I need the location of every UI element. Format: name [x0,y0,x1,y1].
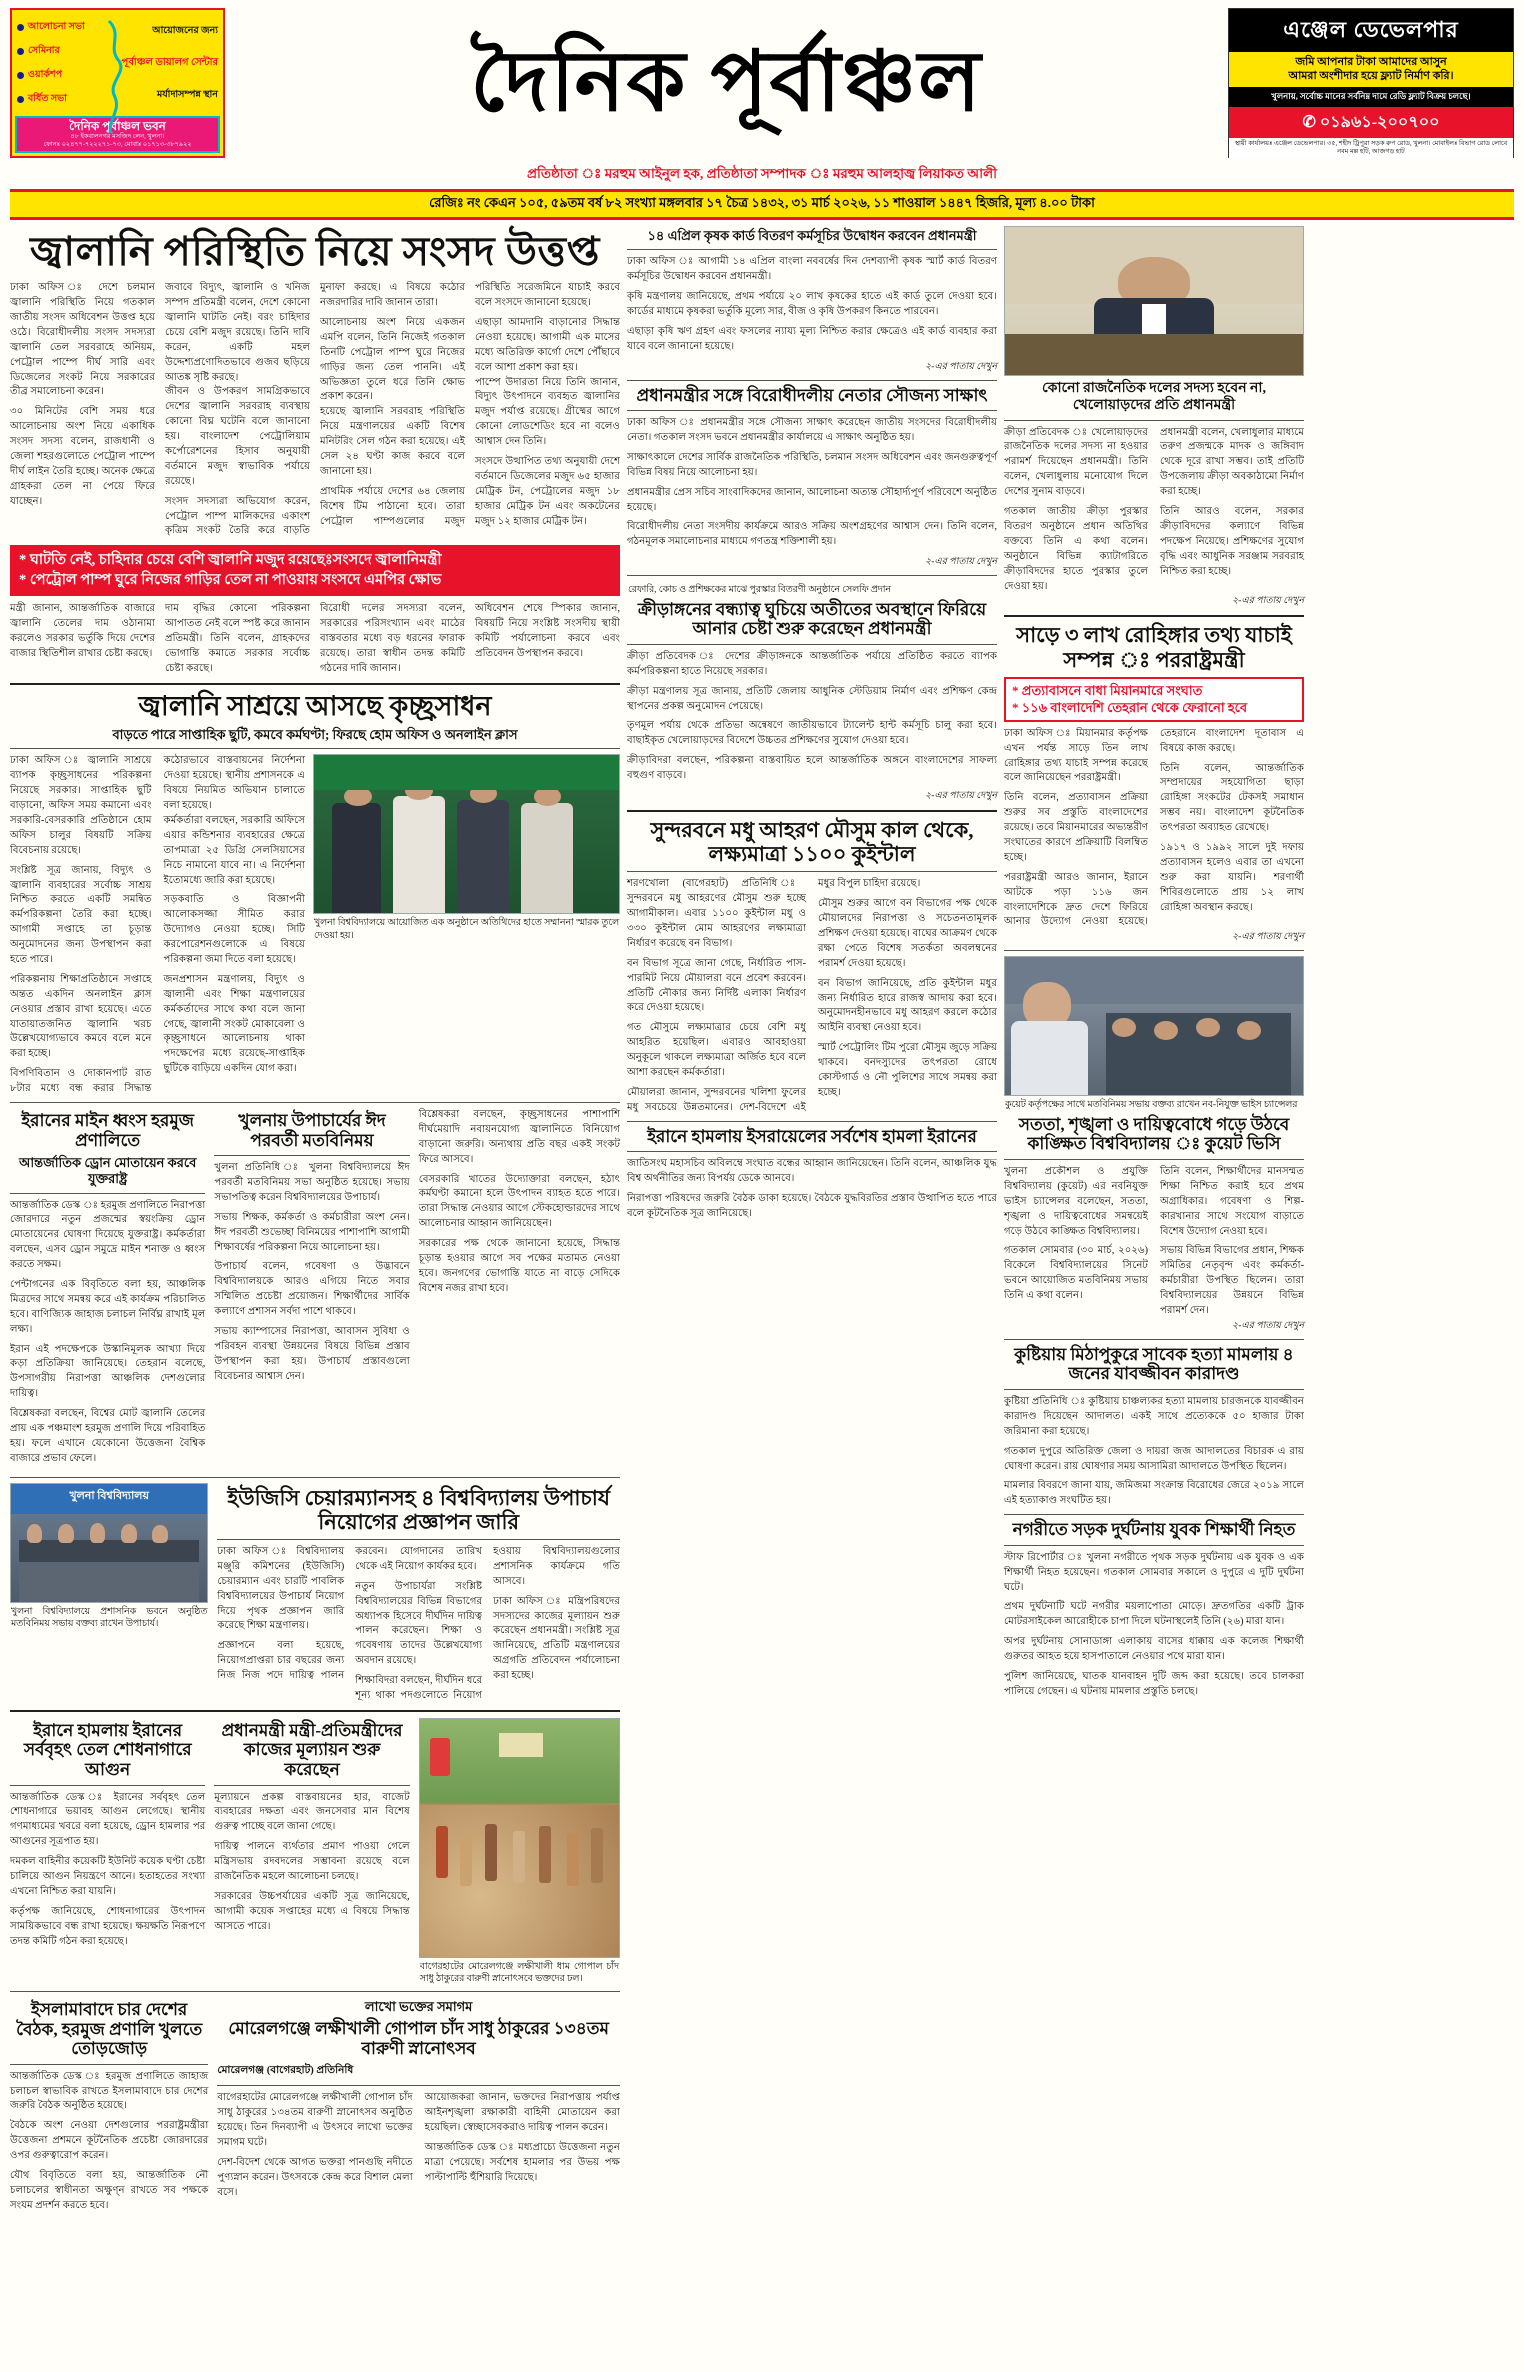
ad-angel-title: এঞ্জেল ডেভেলপার [1229,9,1513,52]
paragraph: নিরাপত্তা পরিষদের জরুরি বৈঠক ডাকা হয়েছে। বৈঠকে যুদ্ধবিরতির প্রস্তাব উত্থাপিত হতে পারে বলে কূটনৈতিক সূত্র জানিয়েছে। [627,1193,997,1219]
photo-person [567,1833,579,1885]
ad-bullet-label: ওয়ার্কশপ [28,69,63,80]
paragraph: গতকাল দুপুরে অতিরিক্ত জেলা ও দায়রা জজ আদালতের বিচারক এ রায় ঘোষণা করেন। রায় ঘোষণার সময় আসামিরা আদালতে উপস্থিত ছিলেন। [1004,1445,1304,1472]
divider [10,1991,620,1992]
pm-eval-headline: প্রধানমন্ত্রী মন্ত্রী-প্রতিমন্ত্রীদের কাজের মূল্যায়ন শুরু করেছেন [221,1720,403,1779]
bullet-dot-icon [17,96,24,103]
pm-eval-body [214,1791,409,1935]
handshake-photo [313,754,620,914]
paragraph: অপর দুর্ঘটনায় সোনাডাঙ্গা এলাকায় বাসের ধাক্কায় এক কলেজ শিক্ষার্থী গুরুতর আহত হয়ে হাসপাতালে নেওয়ার পথে মারা যান। [1004,1636,1304,1663]
energy-extra-block [419,1108,620,1472]
paragraph: মামলার বিবরণে জানা যায়, জমিজমা সংক্রান্ত বিরোধের জেরে ২০১৯ সালে এই হত্যাকাণ্ড সংঘটিত হয়। [1004,1480,1304,1507]
paragraph: যৌথ বিবৃতিতে বলা হয়, আন্তর্জাতিক নৌ চলাচলের স্বাধীনতা অক্ষুণ্ন রাখতে সব পক্ষকে সংযম প্রদর্শন করতে হবে। [10,2169,209,2211]
photo-figure [152,1525,168,1543]
moulovi-kicker: লাখো ভক্তের সমাগম [364,1999,473,2014]
paragraph: তৃণমূল পর্যায় থেকে প্রতিভা অন্বেষণে জাতীয়ভাবে ট্যালেন্ট হান্ট কর্মসূচি চালু করা হবে। বাছাইকৃত খেলোয়াড়দের বিদেশে উচ্চতর প্রশিক্ষণের সুযোগ দেওয়া হবে। [627,720,997,747]
ad-angel-phone-row[interactable] [1229,107,1513,138]
redbox-line-1: * ঘাটতি নেই, চাহিদার চেয়ে বেশি জ্বালানি মজুদ রয়েছেঃসংসদে জ্বালানিমন্ত্রী [19,552,442,569]
ad-angel-developer[interactable] [1228,8,1514,158]
paragraph: জীবন ও উপকরণ সামগ্রিকভাবে দেশের জ্বালানি সরবরাহ ব্যবস্থায় কোনো বিঘ্ন ঘটেনি বলে জানানো হয়। বাংলাদেশ পেট্রোলিয়াম কর্পোরেশনের হিসাব অনুযায়ী বর্তমানে মজুদ স্বাভাবিক পর্যায়ে রয়েছে। [165,386,310,487]
pm-meeting-body [627,416,997,550]
energy-saving-subhead: বাড়তে পারে সাপ্তাহিক ছুটি, কমবে কর্মঘণ্টা; ফিরছে হোম অফিস ও অনলাইন ক্লাস [112,727,518,743]
paragraph: শিক্ষাবিদরা বলছেন, দীর্ঘদিন ধরে শূন্য থাকা পদগুলোতে নিয়োগ হওয়ায় বিশ্ববিদ্যালয়গুলোর প্রশাসনিক কার্যক্রমে গতি আসবে। [355,1546,620,1702]
paragraph: জবাবে বিদ্যুৎ, জ্বালানি ও খনিজ সম্পদ প্রতিমন্ত্রী বলেন, দেশে কোনো জ্বালানি ঘাটতি নেই। বরং চাহিদার চেয়ে বেশি মজুদ রয়েছে। তিনি দাবি করেন, একটি মহল উদ্দেশ্যপ্রণোদিতভাবে গুজব ছড়িয়ে আতঙ্ক সৃষ্টি করছে। [165,282,310,383]
founder-line: প্রতিষ্ঠাতা ঃ মরহুম আইনুল হক, প্রতিষ্ঠাতা সম্পাদক ঃ মরহুম আলহাজ্ব লিয়াকত আলী [526,166,998,181]
paragraph: বেসরকারি খাতের উদ্যোক্তারা বলছেন, হঠাৎ কর্মঘণ্টা কমানো হলে উৎপাদন ব্যাহত হতে পারে। তারা সিদ্ধান্ত নেওয়ার আগে স্টেকহোল্ডারদের সাথে আলোচনার আহ্বান জানিয়েছেন। [418,1173,620,1230]
continuation-note: ২-এর পাতায় দেখুন [925,557,997,568]
lead-body-col-4 [475,376,620,530]
lead-body-columns-continued [10,602,620,676]
paragraph: আয়োজকরা জানান, ভক্তদের নিরাপত্তায় পর্যাপ্ত আইনশৃঙ্খলা রক্ষাকারী বাহিনী মোতায়েন করা হয়েছিল। স্বেচ্ছাসেবকরাও দায়িত্ব পালন করেন। [424,2092,620,2134]
paragraph: খুলনা প্রতিনিধি ঃ খুলনা বিশ্ববিদ্যালয়ে ঈদ পরবর্তী মতবিনিময় সভা অনুষ্ঠিত হয়েছে। সভায় সভাপতিত্ব করেন বিশ্ববিদ্যালয়ের উপাচার্য। [214,1162,410,1203]
paragraph: ইরান এই পদক্ষেপকে উস্কানিমূলক আখ্যা দিয়ে কড়া প্রতিক্রিয়া জানিয়েছে। তেহরান বলেছে, উপসাগরীয় নিরাপত্তা আঞ্চলিক দেশগুলোর দায়িত্ব। [10,1343,206,1400]
eid-article-block [214,1108,409,1472]
paragraph: প্রধানমন্ত্রী বলেন, খেলাধুলার মাধ্যমে তরুণ প্রজন্মকে মাদক ও জঙ্গিবাদ থেকে দূরে রাখা সম্ভব। তাই প্রতিটি উপজেলায় ক্রীড়া অবকাঠামো নির্মাণ করা হচ্ছে। [1160,426,1304,498]
paragraph: দাম বৃদ্ধির কোনো পরিকল্পনা আপাতত নেই বলে স্পষ্ট করে জানান প্রতিমন্ত্রী। তিনি বলেন, গ্রাহকদের ভোগান্তি কমাতে সরকার সর্বোচ্চ চেষ্টা করছে। [165,603,310,675]
pm-meeting-headline: প্রধানমন্ত্রীর সঙ্গে বিরোধীদলীয় নেতার সৌজন্য সাক্ষাৎ [636,385,988,405]
sundarban-columns [627,877,997,1115]
iran-election-body [627,1157,997,1222]
paragraph: শরণখোলা (বাগেরহাট) প্রতিনিধি ঃ সুন্দরবনে মধু আহরণের মৌসুম শুরু হচ্ছে আগামীকাল। এবার ১১০০ কুইন্টাল মধু ও ৩৩০ কুইন্টাল মোম আহরণের লক্ষ্যমাত্রা নির্ধারণ করেছে বন বিভাগ। [627,878,806,949]
energy-saving-columns [10,754,305,1097]
kuet-photo-caption: কুয়েট কর্তৃপক্ষের সাথে মতবিনিময় সভায় বক্তব্য রাখেন নব-নিযুক্ত ভাইস চ্যান্সেলর [1005,1100,1298,1111]
divider [10,1102,620,1103]
paragraph: স্টাফ রিপোর্টার ঃ খুলনা নগরীতে পৃথক সড়ক দুর্ঘটনায় এক যুবক ও এক শিক্ষার্থী নিহত হয়েছেন। গতকাল সোমবার সকালে ও দুপুরে এ দুটি দুর্ঘটনা ঘটে। [1004,1551,1304,1593]
mid-left-row [10,1108,620,1472]
ad-line-1: আয়োজনের জন্য [152,26,218,37]
continuation-note: ২-এর পাতায় দেখুন [1232,596,1304,607]
moulovi-block [217,1997,620,2219]
road-accident-body [1004,1551,1304,1700]
paragraph: ক্রীড়া প্রতিবেদক ঃ খেলোয়াড়দের রাজনৈতিক দলের সদস্য না হওয়ার পরামর্শ দিয়েছেন প্রধানমন্ত্রী। তিনি বলেন, খেলাধুলায় মনোযোগ দিলে দেশের সুনাম বাড়বে। [1004,426,1148,498]
paragraph: ঢাকা অফিস ঃ আগামী ১৪ এপ্রিল বাংলা নববর্ষের দিন দেশব্যাপী কৃষক স্মার্ট কার্ড বিতরণ কর্মসূচির উদ্বোধন করবেন প্রধানমন্ত্রী। [627,256,997,283]
paragraph: মন্ত্রী জানান, আন্তর্জাতিক বাজারে জ্বালানি তেলের দাম ওঠানামা করলেও সরকার ভর্তুকি দিয়ে দেশের বাজার স্থিতিশীল রাখার চেষ্টা করছে। [10,603,155,660]
rohingya-headline: সাড়ে ৩ লাখ রোহিঙ্গার তথ্য যাচাই সম্পন্ন ঃ পররাষ্ট্রমন্ত্রী [1016,623,1292,672]
ad-line-3: মর্যাদাসম্পন্ন স্থান [156,90,218,101]
festival-photo-caption: বাগেরহাটের মোরেলগঞ্জে লক্ষীখালী ধাম গোপাল চাঁদ সাধু ঠাকুরের বারুণী স্নানোৎসবে ভক্তদের ঢল। [419,1961,619,1985]
paragraph: সভায় ক্যাম্পাসের নিরাপত্তা, আবাসন সুবিধা ও পরিবহন ব্যবস্থা উন্নয়নের বিষয়ে বিভিন্ন প্রস্তাব উপস্থাপন করা হয়। উপাচার্য প্রস্তাবগুলো বিবেচনার আশ্বাস দেন। [214,1325,410,1382]
ku-banner-text: খুলনা বিশ্ববিদ্যালয় [11,1484,207,1515]
paragraph: তিনি বলেন, শিক্ষার্থীদের মানসম্মত শিক্ষা নিশ্চিত করাই হবে প্রথম অগ্রাধিকার। গবেষণা ও শিল্প-কারখানার সাথে সংযোগ বাড়াতে বিশেষ উদ্যোগ নেওয়া হবে। [1160,1165,1304,1237]
paragraph: তিনি বলেন, প্রত্যাবাসন প্রক্রিয়া শুরুর সব প্রস্তুতি বাংলাদেশের রয়েছে। তবে মিয়ানমারের অভ্যন্তরীণ সংঘাতের কারণে প্রক্রিয়াটি বিলম্বিত হচ্ছে। [1004,792,1148,863]
ad-bullet-label: সেমিনার [28,46,60,57]
ku-photo-block [10,1483,208,1704]
rohingya-bullet-1: * প্রত্যাবাসনে বাধা মিয়ানমারে সংঘাত [1012,682,1203,698]
eid-headline: খুলনায় উপাচার্যের ঈদ পরবর্তী মতবিনিময় [238,1110,386,1150]
paper-title: দৈনিক পূর্বাঞ্চল [470,35,983,129]
divider [10,748,620,749]
divider [214,1155,409,1156]
paragraph: পেন্টাগনের এক বিবৃতিতে বলা হয়, আঞ্চলিক মিত্রদের সাথে সমন্বয় করে এই কার্যক্রম পরিচালিত হবে। বাণিজ্যিক জাহাজ চলাচল নির্বিঘ্ন রাখাই মূল লক্ষ্য। [10,1279,206,1335]
paragraph: জাতিসংঘ মহাসচিব অবিলম্বে সংঘাত বন্ধের আহ্বান জানিয়েছেন। তিনি বলেন, আঞ্চলিক যুদ্ধ বিশ্ব অর্থনীতির জন্য বিপর্যয় ডেকে আনবে। [627,1158,997,1185]
road-accident-headline: নগরীতে সড়ক দুর্ঘটনায় যুবক শিক্ষার্থী নিহত [1012,1520,1296,1540]
divider [217,2085,620,2086]
photo-figure [393,796,445,913]
sports-pm-body [627,650,997,784]
ku-meeting-photo [10,1483,208,1603]
ad-angel-line-1: জমি আপনার টাকা আমাদের আসুন [1295,56,1447,68]
photo-person [460,1833,472,1885]
ad-angel-phone: ০১৯৬১-২০০৭০০ [1319,113,1440,131]
paragraph: বন বিভাগ জানিয়েছে, প্রতি কুইন্টাল মধুর জন্য নির্ধারিত হারে রাজস্ব আদায় করা হবে। অনুমোদনহীনভাবে মধু আহরণ করলে কঠোর আইনি ব্যবস্থা নেওয়া হবে। [818,977,997,1034]
paragraph: স্মার্ট পেট্রোলিং টিম পুরো মৌসুম জুড়ে সক্রিয় থাকবে। বনদস্যুদের তৎপরতা রোধে কোস্টগার্ড ও নৌ পুলিশের সাথে সমন্বয় করা হচ্ছে। [818,1042,997,1098]
moulovi-columns [217,2091,620,2200]
divider [10,1477,620,1478]
photo-head [1154,1021,1178,1040]
energy-saving-row [10,754,620,1097]
photo-person [436,1826,448,1878]
paragraph: কুষ্টিয়া প্রতিনিধি ঃ কুষ্টিয়ায় চাঞ্চল্যকর হত্যা মামলায় চারজনকে যাবজ্জীবন কারাদণ্ড দিয়েছেন আদালত। একই সাথে প্রত্যেককে ৫০ হাজার টাকা জরিমানা করা হয়েছে। [1004,1395,1304,1437]
kuet-meeting-photo [1004,956,1304,1096]
moulovi-byline: মোরেলগঞ্জ (বাগেরহাট) প্রতিনিধি [217,2065,354,2077]
paragraph: প্রাথমিক পর্যায়ে দেশের ৬৪ জেলায় বিশেষ টিম পাঠানো হবে। তারা পেট্রোল পাম্পগুলোর মজুদ পরিস্থিতি সরেজমিনে যাচাই করবে বলে সংসদে জানানো হয়েছে। [320,282,620,527]
continuation-note: ২-এর পাতায় দেখুন [1232,932,1304,943]
paragraph: খুলনা প্রকৌশল ও প্রযুক্তি বিশ্ববিদ্যালয় (কুয়েট) এর নবনিযুক্ত ভাইস চ্যান্সেলর বলেছেন, সততা, শৃঙ্খলা ও দায়িত্ববোধের সমন্বয়েই গড়ে উঠবে কাঙ্ক্ষিত বিশ্ববিদ্যালয়। [1004,1165,1148,1237]
divider [10,683,620,685]
ku-row [10,1483,620,1704]
paragraph: বৈঠকে অংশ নেওয়া দেশগুলোর পররাষ্ট্রমন্ত্রীরা উত্তেজনা প্রশমনে কূটনৈতিক প্রচেষ্টা জোরদারের ওপর গুরুত্বারোপ করেন। [10,2120,209,2162]
energy-col-2 [163,814,304,1077]
photo-figure [27,1524,43,1543]
rohingya-body [1004,727,1304,931]
lead-cont-col-1 [10,602,155,662]
paragraph: সভায় বিভিন্ন বিভাগের প্রধান, শিক্ষক সমিতির নেতৃবৃন্দ এবং কর্মকর্তা-কর্মচারীরা উপস্থিত ছিলেন। তারা বিশ্ববিদ্যালয়ের উন্নয়নে বিভিন্ন পরামর্শ দেন। [1160,1245,1304,1316]
paragraph: ১৯১৭ ও ১৯৯২ সালে দুই দফায় প্রত্যাবাসন হলেও এবার তা এখনো শুরু করা যায়নি। শরণার্থী শিবিরগুলোতে প্রায় ১২ লাখ রোহিঙ্গা অবস্থান করছে। [1160,842,1304,913]
photo-flag [430,1738,450,1776]
paragraph: জনপ্রশাসন মন্ত্রণালয়, বিদ্যুৎ ও জ্বালানী এবং শিক্ষা মন্ত্রণালয়ের কর্মকর্তাদের সাথে কথা বলে জানা গেছে, জ্বালানী সংকট মোকাবেলা ও কৃচ্ছ্রসাধনে আলোচনায় থাকা পদক্ষেপের মধ্যে রয়েছে-সাপ্তাহিক ছুটিকে বাড়িয়ে একদিন যোগ করা। [163,973,305,1075]
ad-dialog-center[interactable] [10,8,225,158]
energy-saving-text-block [10,754,305,1097]
paragraph: হয়েছে জ্বালানি সরবরাহ পরিস্থিতি নিয়ে মন্ত্রণালয়ের একটি বিশেষ মনিটরিং সেল গঠন করা হয়েছে। এই সেল ২৪ ঘণ্টা কাজ করবে বলে জানানো হয়। [320,406,465,477]
photo-person [513,1831,525,1883]
pm-eval-row [10,1718,620,1986]
photo-person [485,1824,497,1881]
iran-oil-headline: ইরানে হামলায় ইরানের সর্ববৃহৎ তেল শোধনাগারে আগুন [23,1720,192,1779]
paragraph: ঢাকা অফিস ঃ দেশে চলমান জ্বালানি পরিস্থিতি নিয়ে গতকাল জাতীয় সংসদ অধিবেশন উত্তপ্ত হয়ে ওঠে। বিরোধীদলীয় সংসদ সদস্যরা জ্বালানি তেল সরবরাহে অনিয়ম, পেট্রোল পাম্পে দীর্ঘ সারি এবং ডিজেলের সংকট নিয়ে সরকারের তীব্র সমালোচনা করেন। [10,282,155,398]
bullet-dot-icon [17,24,24,31]
divider [1004,1339,1304,1340]
paragraph: দমকল বাহিনীর কয়েকটি ইউনিট কয়েক ঘণ্টা চেষ্টা চালিয়ে আগুন নিয়ন্ত্রণে আনে। হতাহতের সংখ্যা এখনো নিশ্চিত করা যায়নি। [10,1856,206,1897]
lead-cont-col-4 [475,602,620,662]
iran-subhead: আন্তর্জাতিক ড্রোন মোতায়েন করবে যুক্তরাষ্ট্র [19,1155,197,1187]
bullet-dot-icon [17,48,24,55]
paragraph: ঢাকা অফিস ঃ প্রধানমন্ত্রীর সঙ্গে সৌজন্য সাক্ষাৎ করেছেন জাতীয় সংসদের বিরোধীদলীয় নেতা। গতকাল সংসদ ভবনে প্রধানমন্ত্রীর কার্যালয়ে এ সাক্ষাৎ অনুষ্ঠিত হয়। [627,417,997,444]
paragraph: আন্তর্জাতিক ডেস্ক ঃ হরমুজ প্রণালিতে জাহাজ চলাচল স্বাভাবিক রাখতে ইসলামাবাদে চার দেশের জরুরি বৈঠক অনুষ্ঠিত হয়েছে। [10,2070,209,2112]
divider [1004,1545,1304,1546]
paragraph: মূল্যায়নে প্রকল্প বাস্তবায়নের হার, বাজেট ব্যবহারের দক্ষতা এবং জনসেবার মান বিশেষ গুরুত্ব পাচ্ছে বলে জানা গেছে। [214,1791,410,1833]
content-area [10,226,1514,2306]
paragraph: কর্তৃপক্ষ জানিয়েছে, শোধনাগারের উৎপাদন সাময়িকভাবে বন্ধ রাখা হয়েছে। ক্ষয়ক্ষতি নিরূপণে তদন্ত কমিটি গঠন করা হয়েছে। [10,1905,206,1947]
photo-banner [499,1733,543,1757]
divider [627,380,997,381]
divider [627,1121,997,1122]
festival-photo [419,1718,620,1958]
paragraph: নতুন উপাচার্যরা সংশ্লিষ্ট বিশ্ববিদ্যালয়ের বিভিন্ন বিভাগের অধ্যাপক হিসেবে দীর্ঘদিন দায়িত্ব পালন করেছেন। শিক্ষা ও গবেষণায় তাদের উল্লেখযোগ্য অবদান রয়েছে। [355,1580,483,1667]
photo-podium [1005,334,1303,375]
pm-sports-caption: কোনো রাজনৈতিক দলের সদস্য হবেন না, খেলোয়াড়দের প্রতি প্রধানমন্ত্রী [1042,381,1266,413]
paragraph: মৌয়ালরা জানান, সুন্দরবনের খলিশা ফুলের মধু সবচেয়ে উন্নতমানের। দেশ-বিদেশে এই মধুর বিপুল চাহিদা রয়েছে। [627,878,921,1113]
column-right [1004,226,1304,2306]
ugc-body [217,1545,620,1704]
redbox-line-2: * পেট্রোল পাম্প ঘুরে নিজের গাড়ির তেল না পাওয়ায় সংসদে এমপির ক্ষোভ [19,571,442,588]
handshake-photo-block [313,754,620,1097]
paragraph: সভায় শিক্ষক, কর্মকর্তা ও কর্মচারীরা অংশ নেন। ঈদ পরবর্তী শুভেচ্ছা বিনিময়ের পাশাপাশি আগামী শিক্ষাবর্ষের পরিকল্পনা নিয়ে আলোচনা হয়। [214,1211,410,1253]
dateline-text: রেজিঃ নং কেএন ১০৫, ৫৯তম বর্ষ ৮২ সংখ্যা মঙ্গলবার ১৭ চৈত্র ১৪৩২, ৩১ মার্চ ২০২৬, ১১ শাওয়াল ১৪৪৭ হিজরি, মূল্য ৪.০০ টাকা [429,195,1095,210]
lead-headline: জ্বালানি পরিস্থিতি নিয়ে সংসদ উত্তপ্ত [30,229,600,274]
paragraph: পরিকল্পনায় শিক্ষাপ্রতিষ্ঠানে সপ্তাহে অন্তত একদিন অনলাইন ক্লাস নেওয়ার প্রস্তাব রাখা হয়েছে। এতে যাতায়াতজনিত জ্বালানি খরচ উল্লেখযোগ্যভাবে কমবে বলে মনে করা হচ্ছে। [10,973,152,1060]
pm-eval-block [214,1718,409,1986]
photo-figure [457,800,509,914]
iran-headline: ইরানের মাইন ধ্বংস হরমুজ প্রণালিতে [21,1110,195,1150]
photo-head [1196,1018,1220,1037]
ad-angel-body [1229,52,1513,87]
photo-figure [332,803,381,914]
divider [214,1785,409,1786]
paragraph: দেশ-বিদেশ থেকে আগত ভক্তরা পানগুছি নদীতে পুণ্যস্নান করেন। উৎসবকে কেন্দ্র করে বিশাল মেলা বসে। [217,2156,413,2198]
paragraph: পুলিশ জানিয়েছে, ঘাতক যানবাহন দুটি জব্দ করা হয়েছে। তবে চালকরা পালিয়ে গেছেন। এ ঘটনায় মামলার প্রস্তুতি চলছে। [1004,1671,1304,1697]
paragraph: পররাষ্ট্রমন্ত্রী আরও জানান, ইরানে আটকে পড়া ১১৬ জন বাংলাদেশিকে দ্রুত দেশে ফিরিয়ে আনার উদ্যোগ নেওয়া হয়েছে। তেহরানে বাংলাদেশ দূতাবাস এ বিষয়ে কাজ করছে। [1004,727,1304,928]
paragraph: গতকাল সোমবার (৩০ মার্চ, ২০২৬) বিকেলে বিশ্ববিদ্যালয়ের সিনেট ভবনে আয়োজিত মতবিনিময় সভায় তিনি এ কথা বলেন। [1004,1245,1148,1302]
iran-election-headline: ইরানে হামলায় ইসরায়েলের সর্বশেষ হামলা ইরানের [647,1126,977,1146]
kuet-headline: সততা, শৃঙ্খলা ও দায়িত্ববোধে গড়ে উঠবে কাঙ্ক্ষিত বিশ্ববিদ্যালয় ঃ কুয়েট ভিসি [1018,1114,1290,1154]
paragraph: আন্তর্জাতিক ডেস্ক ঃ ইরানের সর্ববৃহৎ তেল শোধনাগারে ভয়াবহ আগুন লেগেছে। স্থানীয় গণমাধ্যমের খবরে বলা হয়েছে, ড্রোন হামলার পর আগুনের সূত্রপাত হয়। [10,1791,206,1848]
sundarban-body [627,877,997,1115]
moulovi-headline: মোরেলগঞ্জে লক্ষীখালী গোপাল চাঁদ সাধু ঠাকুরের ১৩৪তম বারুণী স্নানোৎসব [228,2019,609,2058]
paragraph: দায়িত্ব পালনে ব্যর্থতার প্রমাণ পাওয়া গেলে মন্ত্রিসভায় রদবদলের সম্ভাবনা রয়েছে বলে রাজনৈতিক মহলে আলোচনা চলছে। [214,1841,410,1882]
paragraph: আন্তর্জাতিক ডেস্ক ঃ হরমুজ প্রণালিতে নিরাপত্তা জোরদারে নতুন প্রজন্মের স্বয়ংক্রিয় ড্রোন মোতায়েনের ঘোষণা দিয়েছে যুক্তরাষ্ট্র। কর্মকর্তারা বলছেন, এসব ড্রোন সমুদ্রে মাইন শনাক্ত ও ধ্বংস করতে সক্ষম। [10,1199,206,1271]
divider [627,249,997,250]
paragraph: প্রথম দুর্ঘটনাটি ঘটে নগরীর ময়লাপোতা মোড়ে। দ্রুতগতির একটি ট্রাক মোটরসাইকেল আরোহীকে চাপা দিলে ঘটনাস্থলেই তিনি (২৬) মারা যান। [1004,1601,1304,1628]
paper-title-block [231,8,1222,158]
divider [10,1710,620,1712]
dateline-bar [10,189,1514,220]
islamabad-headline: ইসলামাবাদে চার দেশের বৈঠক, হরমুজ প্রণালি খুলতে তোড়জোড় [16,2000,203,2059]
pm-sports-columns [1004,426,1304,595]
ad-building-address: ৪৮ ইকবালনগর মসজিদ লেন, খুলনা। [70,133,165,141]
masthead [10,8,1514,158]
lead-redbox-highlights [10,545,620,596]
ugc-columns [217,1545,620,1704]
paragraph: বিরোধীদলীয় নেতা সংসদীয় কার্যক্রমে আরও সক্রিয় অংশগ্রহণের আশ্বাস দেন। তিনি বলেন, গঠনমূলক সমালোচনার মাধ্যমে গণতন্ত্র শক্তিশালী হয়। [627,521,997,548]
paragraph: এছাড়া কৃষি ঋণ গ্রহণ এবং ফসলের ন্যায্য মূল্য নিশ্চিত করার ক্ষেত্রেও এই কার্ড ব্যবহার করা যাবে বলে জানানো হয়েছে। [627,325,997,352]
sports-pm-headline: ক্রীড়াঙ্গনের বন্ধ্যাত্ব ঘুচিয়ে অতীতের অবস্থানে ফিরিয়ে আনার চেষ্টা শুরু করেছেন প্রধানমন্ত্রী [637,599,987,639]
continuation-note: ২-এর পাতায় দেখুন [925,361,997,372]
ad-angel-line-2: আমরা অংশীদার হয়ে ফ্ল্যাট নির্মাণ করি। [1288,70,1454,83]
kushtia-body [1004,1395,1304,1509]
handshake-photo-caption: খুলনা বিশ্ববিদ্যালয়ে আয়োজিত এক অনুষ্ঠানে অতিথিদের হাতে সম্মাননা স্মারক তুলে দেওয়া হয়। [313,918,619,941]
paragraph: গতকাল জাতীয় ক্রীড়া পুরস্কার বিতরণ অনুষ্ঠানে প্রধান অতিথির বক্তব্যে তিনি এ কথা বলেন। অনুষ্ঠানে বিভিন্ন ক্যাটাগরিতে ক্রীড়াবিদদের হাতে পুরস্কার তুলে দেওয়া হয়। [1004,506,1148,592]
divider [10,2064,208,2065]
rohingya-bullets [1004,677,1304,722]
iran-article-block [10,1108,205,1472]
paragraph: ক্রীড়া মন্ত্রণালয় সূত্র জানায়, প্রতিটি জেলায় আধুনিক স্টেডিয়াম নির্মাণ এবং প্রশিক্ষণ কেন্দ্র স্থাপনের প্রকল্প অনুমোদন পেয়েছে। [627,685,997,712]
divider [627,810,997,812]
paragraph: সংসদ সদস্যরা অভিযোগ করেন, পেট্রোল পাম্প মালিকদের একাংশ কৃত্রিম সংকট তৈরি করে বাড়তি মুনাফা করছে। এ বিষয়ে কঠোর নজরদারির দাবি জানান তারা। [165,282,465,537]
paragraph: প্রধানমন্ত্রীর প্রেস সচিব সাংবাদিকদের জানান, আলোচনা অত্যন্ত সৌহার্দ্যপূর্ণ পরিবেশে অনুষ্ঠিত হয়েছে। [627,486,997,513]
paragraph: প্রজ্ঞাপনে বলা হয়েছে, নিয়োগপ্রাপ্তরা চার বছরের জন্য নিজ নিজ পদে দায়িত্ব পালন করবেন। যোগদানের তারিখ থেকে এই নিয়োগ কার্যকর হবে। [217,1546,483,1682]
paragraph: ক্রীড়াবিদরা বলছেন, পরিকল্পনা বাস্তবায়িত হলে আন্তর্জাতিক অঙ্গনে বাংলাদেশের সাফল্য বহুগুণ বাড়বে। [627,755,997,782]
paragraph: ৩০ মিনিটের বেশি সময় ধরে আলোচনায় অংশ নিয়ে একাধিক সংসদ সদস্য বলেন, রাজধানী ও জেলা শহরগুলোতে পেট্রোল পাম্পে দীর্ঘ লাইন তৈরি হচ্ছে। অনেক ক্ষেত্রে গ্রাহকরা তেল না পেয়ে ফিরে যাচ্ছেন। [10,406,155,507]
photo-figure [521,803,573,914]
iran-oil-block [10,1718,205,1986]
divider [1004,1389,1304,1390]
paragraph: উপাচার্য বলেন, গবেষণা ও উদ্ভাবনে বিশ্ববিদ্যালয়কে আরও এগিয়ে নিতে সবার সম্মিলিত প্রচেষ্টা প্রয়োজন। শিক্ষার্থীদের সার্বিক কল্যাণে প্রশাসন সর্বদা পাশে থাকবে। [214,1261,410,1318]
photo-person [591,1828,603,1883]
paragraph: ঢাকা অফিস ঃ মন্ত্রিপরিষদের সদস্যদের কাজের মূল্যায়ন শুরু করেছেন প্রধানমন্ত্রী। সংশ্লিষ্ট সূত্র জানিয়েছে, প্রতিটি মন্ত্রণালয়ের অগ্রগতি প্রতিবেদন পর্যালোচনা করা হচ্ছে। [493,1595,620,1682]
divider [627,410,997,411]
divider [1004,420,1304,421]
divider [1004,615,1304,617]
continuation-note: ২-এর পাতায় দেখুন [925,791,997,802]
ad-bullet-label: বর্ধিত সভা [28,93,67,104]
ugc-article-block [217,1483,620,1704]
photo-figure [1011,1021,1088,1096]
paragraph: ঢাকা অফিস ঃ জ্বালানি সাশ্রয়ে ব্যাপক কৃচ্ছ্রসাধনের পরিকল্পনা নিয়েছে সরকার। সাপ্তাহিক ছুটি বাড়ানো, অফিস সময় কমানো এবং সরকারি-বেসরকারি প্রতিষ্ঠানে হোম অফিস চালুর বিষয়টি সক্রিয় বিবেচনায় রয়েছে। [10,755,152,856]
lead-cont-col-3 [320,602,465,676]
iran-oil-body [10,1791,205,1950]
divider [10,1193,205,1194]
photo-banner [314,755,619,790]
divider [627,575,997,576]
lead-body-columns [10,281,620,539]
festival-photo-block [419,1718,620,1986]
divider [10,1785,205,1786]
paragraph: ঢাকা অফিস ঃ বিশ্ববিদ্যালয় মঞ্জুরি কমিশনের (ইউজিসি) চেয়ারম্যান এবং চারটি পাবলিক বিশ্ববিদ্যালয়ের উপাচার্য নিয়োগ দিয়ে পৃথক প্রজ্ঞাপন জারি করেছে শিক্ষা মন্ত্রণালয়। [217,1546,345,1632]
islamabad-body [10,2070,208,2214]
paragraph: মৌসুম শুরুর আগে বন বিভাগের পক্ষ থেকে মৌয়ালদের নিরাপত্তা ও সচেতনতামূলক প্রশিক্ষণ দেওয়া হয়েছে। বাঘের আক্রমণ থেকে রক্ষা পেতে বিশেষ সতর্কতা অবলম্বনের পরামর্শ দেওয়া হয়েছে। [818,898,997,969]
ad-angel-footer: স্থায়ী কার্যালয়ঃ এঞ্জেল ডেভেলপার। ৩৫, শহীদ ট্রিপুরা সড়ক রুপ রোড, খুলনা। মোবাইলঃ বিভাগ রোড লোবে নবম মল্ল হটি, আজগড় হাট [1229,138,1513,158]
ad-dialog-center-top [15,13,220,114]
paragraph: এছাড়া আমদানি বাড়ানোর সিদ্ধান্ত নেওয়া হয়েছে। আগামী এক মাসের মধ্যে অতিরিক্ত কার্গো দেশে পৌঁছাবে বলে আশা প্রকাশ করা হয়। [475,316,620,373]
paragraph: সড়কবাতি ও বিজ্ঞাপনী আলোকসজ্জা সীমিত করার উদ্যোগও নেওয়া হচ্ছে। সিটি করপোরেশনগুলোকে এ বিষয়ে পরিকল্পনা জমা দিতে বলা হয়েছে। [163,894,305,965]
column-mid [627,226,997,2306]
pm-podium-photo [1004,226,1304,376]
phone-icon: ✆ [1302,113,1316,131]
paragraph: বাগেরহাটের মোরেলগঞ্জে লক্ষীখালী গোপাল চাঁদ সাধু ঠাকুরের ১৩৪তম বারুণী স্নানোৎসব অনুষ্ঠিত হয়েছে। তিন দিনব্যাপী এ উৎসবে লাখো ভক্তের সমাগম ঘটে। [217,2092,413,2149]
moulovi-body [217,2091,620,2200]
divider [627,1151,997,1152]
ad-bullet-label: আলোচনা সভা [28,22,85,33]
paragraph: সংশ্লিষ্ট সূত্র জানায়, বিদ্যুৎ ও জ্বালানি ব্যবহারের সর্বোচ্চ সাশ্রয় নিশ্চিত করতে একটি সমন্বিত কর্মপরিকল্পনা তৈরি করা হচ্ছে। আগামী সপ্তাহে তা চূড়ান্ত অনুমোদনের জন্য উপস্থাপন করা হতে পারে। [10,864,152,965]
paragraph: ঢাকা অফিস ঃ মিয়ানমার কর্তৃপক্ষ এখন পর্যন্ত সাড়ে তিন লাখ রোহিঙ্গার তথ্য যাচাই সম্পন্ন করেছে বলে জানিয়েছেন পররাষ্ট্রমন্ত্রী। [1004,727,1148,784]
islamabad-block [10,1997,208,2219]
paragraph: আলোচনায় অংশ নিয়ে একজন এমপি বলেন, তিনি নিজেই গতকাল তিনটি পেট্রোল পাম্প ঘুরে নিজের গাড়ির জন্য তেল পাননি। এই অভিজ্ঞতা তুলে ধরে তিনি ক্ষোভ প্রকাশ করেন। [320,316,465,403]
divider [217,1539,620,1540]
energy-extra-body [419,1108,620,1297]
paragraph: গত মৌসুমে লক্ষ্যমাত্রার চেয়ে বেশি মধু আহরিত হয়েছিল। এবারও আবহাওয়া অনুকূলে থাকলে লক্ষ্যমাত্রা অর্জিত হবে বলে আশা করছেন কর্মকর্তারা। [627,1022,806,1078]
paragraph: আন্তর্জাতিক ডেস্ক ঃ মধ্যপ্রাচ্যে উত্তেজনা নতুন মাত্রা পেয়েছে। সর্বশেষ হামলার পর উভয় পক্ষ পাল্টাপাল্টি হুঁশিয়ারি দিয়েছে। [424,2142,620,2183]
photo-person [539,1826,551,1883]
paragraph: কৃষি মন্ত্রণালয় জানিয়েছে, প্রথম পর্যায়ে ২০ লাখ কৃষকের হাতে এই কার্ড তুলে দেওয়া হবে। কার্ডের মাধ্যমে কৃষকরা ভর্তুকি মূল্যে সার, বীজ ও কৃষি উপকরণ কিনতে পারবেন। [627,291,997,317]
divider [627,644,997,645]
kuet-columns [1004,1165,1304,1319]
column-left [10,226,620,2306]
paragraph: তিনি বলেন, আন্তর্জাতিক সম্প্রদায়ের সহযোগিতা ছাড়া রোহিঙ্গা সংকটের টেকসই সমাধান সম্ভব নয়। বাংলাদেশ কূটনৈতিক তৎপরতা অব্যাহত রেখেছে। [1160,762,1304,834]
farmer-card-body [627,255,997,354]
ugc-headline: ইউজিসি চেয়ারম্যানসহ ৪ বিশ্ববিদ্যালয় উপাচার্য নিয়োগের প্রজ্ঞাপন জারি [227,1485,610,1534]
farmer-card-kicker: ১৪ এপ্রিল কৃষক কার্ড বিতরণ কর্মসূচির উদ্বোধন করবেন প্রধানমন্ত্রী [647,228,977,243]
continuation-note: ২-এর পাতায় দেখুন [1232,1320,1304,1331]
kushtia-headline: কুষ্টিয়ায় মিঠাপুকুরে সাবেক হত্যা মামলায় ৪ জনের যাবজ্জীবন কারাদণ্ড [1014,1344,1294,1384]
lead-cont-col-2 [165,602,310,676]
bottom-left-row [10,1997,620,2219]
paragraph: বিশ্লেষকরা বলছেন, বিশ্বের মোট জ্বালানি তেলের প্রায় এক পঞ্চমাংশ হরমুজ প্রণালি দিয়ে পরিবাহিত হয়। ফলে এখানে যেকোনো উত্তেজনা বৈশ্বিক বাজারে প্রভাব ফেলে। [10,1408,206,1464]
photo-figure [90,1523,106,1543]
paragraph: পাম্পে উদারতা নিয়ে তিনি জানান, বিদ্যুৎ উৎপাদনে ব্যবহৃত জ্বালানির মজুদ পর্যাপ্ত রয়েছে। গ্রীষ্মের আগে কোনো লোডশেডিং হবে না বলেও আশ্বাস দেন তিনি। [475,376,620,448]
paragraph: বন বিভাগ সূত্রে জানা গেছে, নির্ধারিত পাস-পারমিট নিয়ে মৌয়ালরা বনে প্রবেশ করবেন। প্রতিটি নৌকার জন্য নির্দিষ্ট এলাকা নির্ধারণ করে দেওয়া হয়েছে। [627,957,806,1014]
divider [1004,950,1304,951]
ad-building-phone: ফোনঃ ০২৪৭৭-৭২২২৭১-৭৩, মোবাঃ ০১৭১৩-৩৮৭৯২২ [43,141,192,149]
divider [1004,1159,1304,1160]
paragraph: সরকারের উচ্চপর্যায়ের একটি সূত্র জানিয়েছে, আগামী কয়েক সপ্তাহের মধ্যে এ বিষয়ে সিদ্ধান্ত আসতে পারে। [214,1890,410,1932]
paragraph: সংসদে উত্থাপিত তথ্য অনুযায়ী দেশে বর্তমানে ডিজেলের মজুদ ৬৫ হাজার মেট্রিক টন, পেট্রোলের মজুদ ১৮ হাজার মেট্রিক টন এবং অকটেনের মজুদ ১২ হাজার মেট্রিক টন। [475,455,620,527]
energy-saving-headline: জ্বালানি সাশ্রয়ে আসছে কৃচ্ছ্রসাধন [138,690,492,721]
paragraph: অধিবেশন শেষে স্পিকার জানান, বিষয়টি নিয়ে সংশ্লিষ্ট সংসদীয় স্থায়ী কমিটি পর্যালোচনা করবে এবং প্রতিবেদন উপস্থাপন করবে। [475,603,620,660]
paragraph: সাক্ষাৎকালে দেশের সার্বিক রাজনৈতিক পরিস্থিতি, চলমান সংসদ অধিবেশন এবং জনগুরুত্বপূর্ণ বিভিন্ন বিষয় নিয়ে আলোচনা হয়। [627,451,997,478]
paragraph: বিপণিবিতান ও দোকানপাট রাত ৮টার মধ্যে বন্ধ করার সিদ্ধান্ত কঠোরভাবে বাস্তবায়নের নির্দেশনা দেওয়া হয়েছে। স্থানীয় প্রশাসনকে এ বিষয়ে নিয়মিত অভিযান চালাতে বলা হয়েছে। [10,755,305,1095]
paragraph: বিরোধী দলের সদস্যরা বলেন, সরকারের পরিসংখ্যান এবং মাঠের বাস্তবতার মধ্যে বড় ধরনের ফারাক রয়েছে। তারা স্বাধীন তদন্ত কমিটি গঠনের দাবি জানান। [320,603,465,675]
divider [627,871,997,872]
rohingya-bullet-2: * ১১৬ বাংলাদেশি তেহরান থেকে ফেরানো হবে [1012,700,1248,716]
sports-photo-caption: রেফারি, কোচ ও প্রশিক্ষকের মাঝে পুরস্কার বিতরণী অনুষ্ঠানে সেলফি প্রদান [628,585,891,596]
photo-figure [121,1524,137,1543]
paragraph: বিশ্লেষকরা বলছেন, কৃচ্ছ্রসাধনের পাশাপাশি দীর্ঘমেয়াদি নবায়নযোগ্য জ্বালানিতে বিনিয়োগ বাড়ানো জরুরি। অন্যথায় প্রতি বছর একই সংকট ফিরে আসবে। [418,1108,620,1165]
ad-angel-line-3: খুলনায়, সর্বোচ্চ মানের সর্বনিম্ন দামে রেডি ফ্ল্যাট বিক্রয় চলছে। [1229,87,1513,107]
paragraph: কর্মকর্তারা বলছেন, সরকারি অফিসে এয়ার কন্ডিশনার ব্যবহারের ক্ষেত্রে তাপমাত্রা ২৫ ডিগ্রি সেলসিয়াসের নিচে নামানো যাবে না। এ নির্দেশনা ইতোমধ্যে জারি করা হয়েছে। [163,814,305,886]
sundarban-headline: সুন্দরবনে মধু আহরণ মৌসুম কাল থেকে, লক্ষ্যমাত্রা ১১০০ কুইন্টাল [650,818,974,867]
photo-foreground [19,1564,200,1602]
photo-figure [58,1524,74,1543]
squiggle-decoration-icon [105,17,127,137]
eid-body [214,1161,409,1384]
paragraph: সরকারের পক্ষ থেকে জানানো হয়েছে, সিদ্ধান্ত চূড়ান্ত হওয়ার আগে সব পক্ষের মতামত নেওয়া হবে। জনগণের ভোগান্তি যাতে না বাড়ে সেদিকে বিশেষ নজর রাখা হবে। [418,1238,620,1294]
kuet-body [1004,1165,1304,1319]
paragraph: ক্রীড়া প্রতিবেদক ঃ দেশের ক্রীড়াঙ্গনকে আন্তর্জাতিক পর্যায়ে প্রতিষ্ঠিত করতে ব্যাপক কর্মপরিকল্পনা হাতে নিয়েছে সরকার। [627,650,997,677]
bullet-dot-icon [17,72,24,79]
divider [1004,1514,1304,1515]
paragraph: তিনি আরও বলেন, সরকার ক্রীড়াবিদদের কল্যাণে বিভিন্ন পদক্ষেপ নিয়েছে। প্রশিক্ষণের সুযোগ বৃদ্ধি এবং আধুনিক সরঞ্জাম সরবরাহ নিশ্চিত করা হচ্ছে। [1160,506,1304,577]
iran-body [10,1199,205,1467]
pm-sports-body [1004,426,1304,595]
photo-table [19,1540,200,1561]
ad-dialog-center-lines [122,16,218,111]
ku-photo-caption: খুলনা বিশ্ববিদ্যালয়ে প্রশাসনিক ভবনে অনুষ্ঠিত মতবিনিময় সভায় বক্তব্য রাখেন উপাচার্য। [11,1606,208,1630]
ad-building-name: দৈনিক পূর্বাঞ্চল ভবন [69,119,166,134]
rohingya-columns [1004,727,1304,931]
ad-line-2: পূর্বাঞ্চল ডায়ালগ সেন্টার [121,57,218,69]
